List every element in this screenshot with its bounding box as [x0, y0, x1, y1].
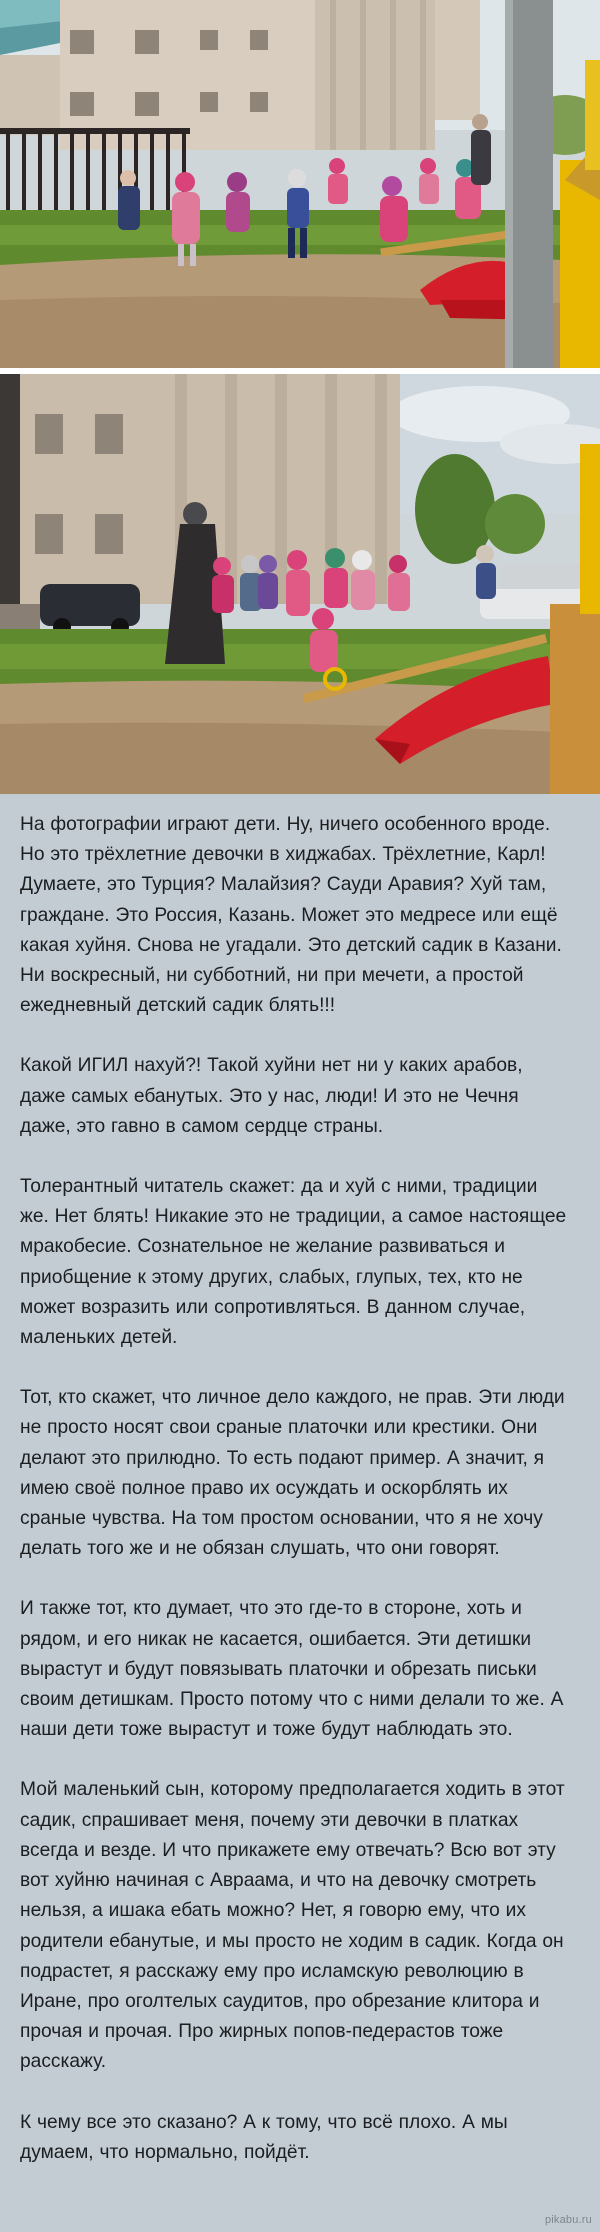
- pikabu-watermark: pikabu.ru: [544, 2214, 592, 2226]
- article-paragraph-4: Тот, кто скажет, что личное дело каждого, не прав. Эти люди не просто носят свои сраные платочки или крестики. Они делают это прилюдно. То есть подают пример. А значит, я имею своё полное право их осуждать и оскорблять их сраные чувства. На том простом основании, что я не хочу делать того же и не обязан слушать, что они говорят.: [20, 1387, 565, 1560]
- article-paragraph-7: К чему все это сказано? А к тому, что всё плохо. А мы думаем, что нормально, пойдёт.: [20, 2111, 508, 2163]
- playground-photo-1: [0, 0, 600, 368]
- article-paragraph-2: Какой ИГИЛ нахуй?! Такой хуйни нет ни у каких арабов, даже самых ебанутых. Это у нас, люди! И это не Чечня даже, это гавно в самом сердце страны.: [20, 1055, 523, 1137]
- photo-2-illustration: [0, 374, 600, 794]
- article-paragraph-6: Мой маленький сын, которому предполагается ходить в этот садик, спрашивает меня, почему эти девочки в платках всегда и везде. И что прикажете ему отвечать? Всю вот эту вот хуйню начиная с Авраама, и что на девочку смотреть нельзя, а ишака ебать можно? Нет, я говорю ему, что их родители ебанутые, и мы просто не ходим в садик. Когда он подрастет, я расскажу ему про исламскую революцию в Иране, про оголтелых саудитов, про обрезание клитора и прочая и прочая. Про жирных попов-педерастов тоже расскажу.: [20, 1779, 565, 2073]
- playground-photo-2: [0, 374, 600, 794]
- article-paragraph-1: На фотографии играют дети. Ну, ничего особенного вроде. Но это трёхлетние девочки в хиджабах. Трёхлетние, Карл! Думаете, это Турция? Малайзия? Сауди Аравия? Хуй там, граждане. Это Россия, Казань. Может это медресе или ещё какая хуйня. Снова не угадали. Это детский садик в Казани. Ни воскресный, ни субботний, ни при мечети, а простой ежедневный детский садик блять!!!: [20, 814, 562, 1017]
- article-paragraph-3: Толерантный читатель скажет: да и хуй с ними, традиции же. Нет блять! Никакие это не традиции, а самое настоящее мракобесие. Сознательное не желание развиваться и приобщение к этому других, слабых, глупых, тех, кто не может возразить или сопротивляться. В данном случае, маленьких детей.: [20, 1176, 567, 1349]
- article-text-panel: [0, 794, 600, 2232]
- photo-1-illustration: [0, 0, 600, 368]
- article-paragraph-5: И также тот, кто думает, что это где-то в стороне, хоть и рядом, и его никак не касается, ошибается. Эти детишки вырастут и будут повязывать платочки и обрезать письки своим детишкам. Просто потому что с ними делали то же. А наши дети тоже вырастут и тоже будут наблюдать это.: [20, 1598, 564, 1741]
